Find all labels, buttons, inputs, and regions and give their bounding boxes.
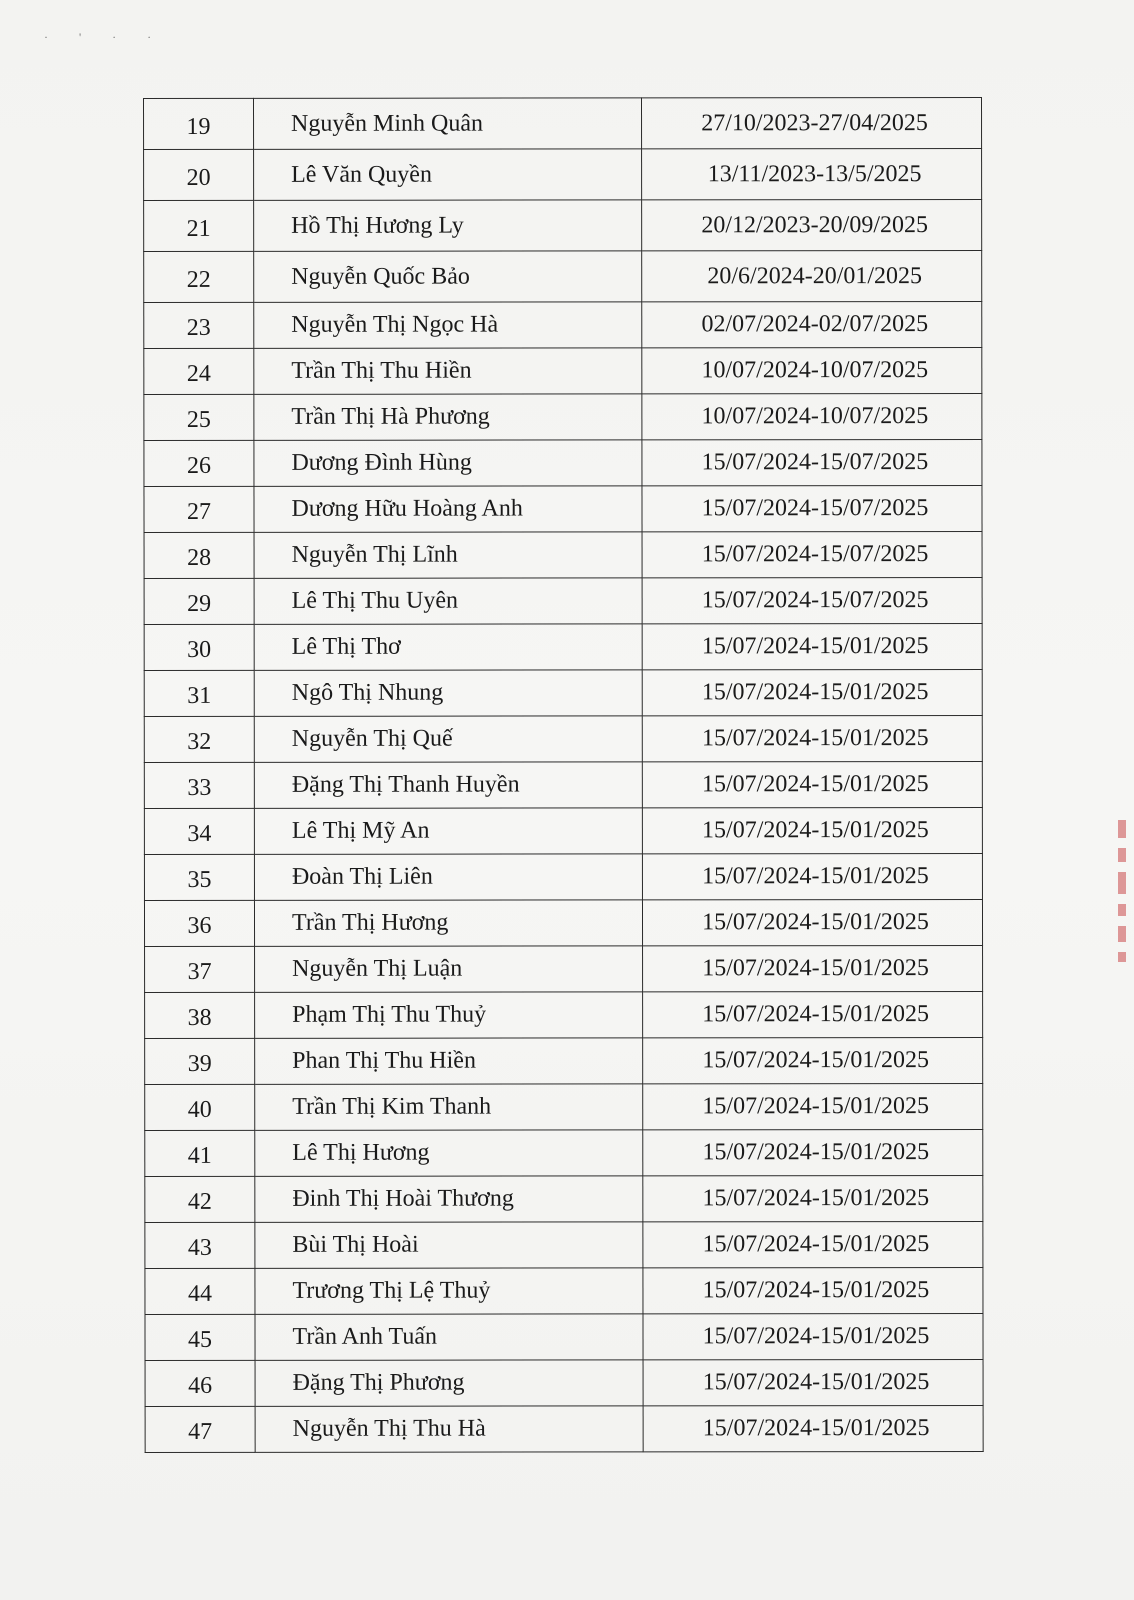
contract-period: 15/07/2024-15/01/2025 xyxy=(642,623,982,669)
stamp-bleed-marks xyxy=(1118,820,1128,980)
row-number: 43 xyxy=(145,1222,255,1268)
employee-name: Dương Đình Hùng xyxy=(254,440,642,486)
row-number: 22 xyxy=(144,251,254,302)
table-row xyxy=(144,807,982,854)
contract-period: 20/6/2024-20/01/2025 xyxy=(642,250,982,301)
contract-period: 15/07/2024-15/07/2025 xyxy=(642,439,982,485)
contract-period: 15/07/2024-15/01/2025 xyxy=(642,715,982,761)
employee-name: Đặng Thị Phương xyxy=(255,1360,643,1406)
row-number: 46 xyxy=(145,1360,255,1406)
table-row xyxy=(144,853,982,900)
employee-name: Dương Hữu Hoàng Anh xyxy=(254,486,642,532)
row-number: 29 xyxy=(144,578,254,624)
contract-period: 15/07/2024-15/01/2025 xyxy=(643,1221,983,1267)
table-row xyxy=(144,439,982,486)
row-number: 40 xyxy=(145,1084,255,1130)
employee-name: Đinh Thị Hoài Thương xyxy=(255,1176,643,1222)
employee-name: Bùi Thị Hoài xyxy=(255,1222,643,1268)
employee-name: Hồ Thị Hương Ly xyxy=(254,200,642,251)
employee-name: Phan Thị Thu Hiền xyxy=(255,1038,643,1084)
table-row xyxy=(144,577,982,624)
stamp-bleed-mark xyxy=(1118,904,1126,916)
contract-period: 10/07/2024-10/07/2025 xyxy=(642,393,982,439)
table-row xyxy=(144,761,982,808)
row-number: 37 xyxy=(145,946,255,992)
stamp-bleed-mark xyxy=(1118,872,1126,894)
employee-name: Nguyễn Minh Quân xyxy=(254,98,642,149)
contract-period: 15/07/2024-15/01/2025 xyxy=(643,1359,983,1405)
table-row xyxy=(145,991,983,1038)
table-row xyxy=(145,1037,983,1084)
employee-name: Nguyễn Thị Luận xyxy=(255,946,643,992)
employee-name: Lê Thị Mỹ An xyxy=(254,808,642,854)
table-row xyxy=(144,531,982,578)
contract-period: 15/07/2024-15/01/2025 xyxy=(643,1175,983,1221)
table-row xyxy=(144,347,982,394)
employee-name: Lê Văn Quyền xyxy=(254,149,642,200)
contract-period: 02/07/2024-02/07/2025 xyxy=(642,301,982,347)
contract-period: 15/07/2024-15/07/2025 xyxy=(642,531,982,577)
row-number: 26 xyxy=(144,440,254,486)
table-row xyxy=(145,1405,983,1452)
contract-period: 15/07/2024-15/01/2025 xyxy=(643,945,983,991)
row-number: 32 xyxy=(144,716,254,762)
employee-name: Nguyễn Thị Ngọc Hà xyxy=(254,302,642,348)
stamp-bleed-mark xyxy=(1118,926,1126,942)
row-number: 31 xyxy=(144,670,254,716)
table-row xyxy=(145,1313,983,1360)
employee-name: Phạm Thị Thu Thuỷ xyxy=(255,992,643,1038)
employee-name: Trương Thị Lệ Thuỷ xyxy=(255,1268,643,1314)
employee-name: Trần Thị Kim Thanh xyxy=(255,1084,643,1130)
row-number: 35 xyxy=(144,854,254,900)
table-row xyxy=(144,148,982,200)
row-number: 42 xyxy=(145,1176,255,1222)
employee-name: Trần Anh Tuấn xyxy=(255,1314,643,1360)
table-row xyxy=(144,199,982,251)
row-number: 34 xyxy=(144,808,254,854)
table-row xyxy=(145,1129,983,1176)
table-row xyxy=(144,393,982,440)
stamp-bleed-mark xyxy=(1118,820,1126,838)
row-number: 39 xyxy=(145,1038,255,1084)
row-number: 47 xyxy=(145,1406,255,1452)
employee-name: Nguyễn Thị Thu Hà xyxy=(255,1406,643,1452)
contract-period: 27/10/2023-27/04/2025 xyxy=(642,97,982,148)
row-number: 19 xyxy=(144,98,254,149)
row-number: 38 xyxy=(145,992,255,1038)
employee-name: Trần Thị Hương xyxy=(254,900,642,946)
employee-name: Đặng Thị Thanh Huyền xyxy=(254,762,642,808)
employee-name: Lê Thị Thu Uyên xyxy=(254,578,642,624)
row-number: 28 xyxy=(144,532,254,578)
employee-name: Nguyễn Quốc Bảo xyxy=(254,251,642,302)
contract-period: 15/07/2024-15/01/2025 xyxy=(642,899,982,945)
table-row xyxy=(144,899,982,946)
table-row xyxy=(144,301,982,348)
row-number: 21 xyxy=(144,200,254,251)
row-number: 30 xyxy=(144,624,254,670)
table-row xyxy=(144,623,982,670)
contract-period: 13/11/2023-13/5/2025 xyxy=(642,148,982,199)
table-body xyxy=(144,97,984,1452)
employee-name: Nguyễn Thị Lĩnh xyxy=(254,532,642,578)
table-row xyxy=(144,97,982,149)
contract-period: 15/07/2024-15/01/2025 xyxy=(643,991,983,1037)
contract-period: 15/07/2024-15/01/2025 xyxy=(643,1037,983,1083)
employee-name: Trần Thị Hà Phương xyxy=(254,394,642,440)
row-number: 20 xyxy=(144,149,254,200)
row-number: 33 xyxy=(144,762,254,808)
table-row xyxy=(145,1083,983,1130)
contract-period: 15/07/2024-15/01/2025 xyxy=(642,761,982,807)
table-row xyxy=(145,945,983,992)
employee-name: Nguyễn Thị Quế xyxy=(254,716,642,762)
stamp-bleed-mark xyxy=(1118,848,1126,862)
table-row xyxy=(144,485,982,532)
contract-period: 15/07/2024-15/07/2025 xyxy=(642,485,982,531)
employee-name: Ngô Thị Nhung xyxy=(254,670,642,716)
table-row xyxy=(145,1267,983,1314)
table-row xyxy=(144,715,982,762)
row-number: 27 xyxy=(144,486,254,532)
stamp-bleed-mark xyxy=(1118,952,1126,962)
contract-period: 15/07/2024-15/01/2025 xyxy=(643,1083,983,1129)
personnel-table xyxy=(143,97,984,1453)
contract-period: 15/07/2024-15/01/2025 xyxy=(643,1313,983,1359)
contract-period: 10/07/2024-10/07/2025 xyxy=(642,347,982,393)
contract-period: 15/07/2024-15/01/2025 xyxy=(642,669,982,715)
table-row xyxy=(144,669,982,716)
table-row xyxy=(144,250,982,302)
row-number: 41 xyxy=(145,1130,255,1176)
contract-period: 15/07/2024-15/01/2025 xyxy=(642,853,982,899)
contract-period: 15/07/2024-15/01/2025 xyxy=(642,807,982,853)
employee-name: Đoàn Thị Liên xyxy=(254,854,642,900)
table-row xyxy=(145,1221,983,1268)
contract-period: 15/07/2024-15/01/2025 xyxy=(643,1129,983,1175)
employee-name: Lê Thị Thơ xyxy=(254,624,642,670)
row-number: 24 xyxy=(144,348,254,394)
row-number: 25 xyxy=(144,394,254,440)
contract-period: 15/07/2024-15/07/2025 xyxy=(642,577,982,623)
table-row xyxy=(145,1175,983,1222)
contract-period: 15/07/2024-15/01/2025 xyxy=(643,1267,983,1313)
row-number: 23 xyxy=(144,302,254,348)
scan-corner-marks: · ' · · xyxy=(44,30,166,44)
contract-period: 15/07/2024-15/01/2025 xyxy=(643,1405,983,1451)
employee-name: Lê Thị Hương xyxy=(255,1130,643,1176)
row-number: 36 xyxy=(144,900,254,946)
employee-name: Trần Thị Thu Hiền xyxy=(254,348,642,394)
table-row xyxy=(145,1359,983,1406)
row-number: 45 xyxy=(145,1314,255,1360)
personnel-table-wrapper xyxy=(143,97,983,1453)
row-number: 44 xyxy=(145,1268,255,1314)
contract-period: 20/12/2023-20/09/2025 xyxy=(642,199,982,250)
